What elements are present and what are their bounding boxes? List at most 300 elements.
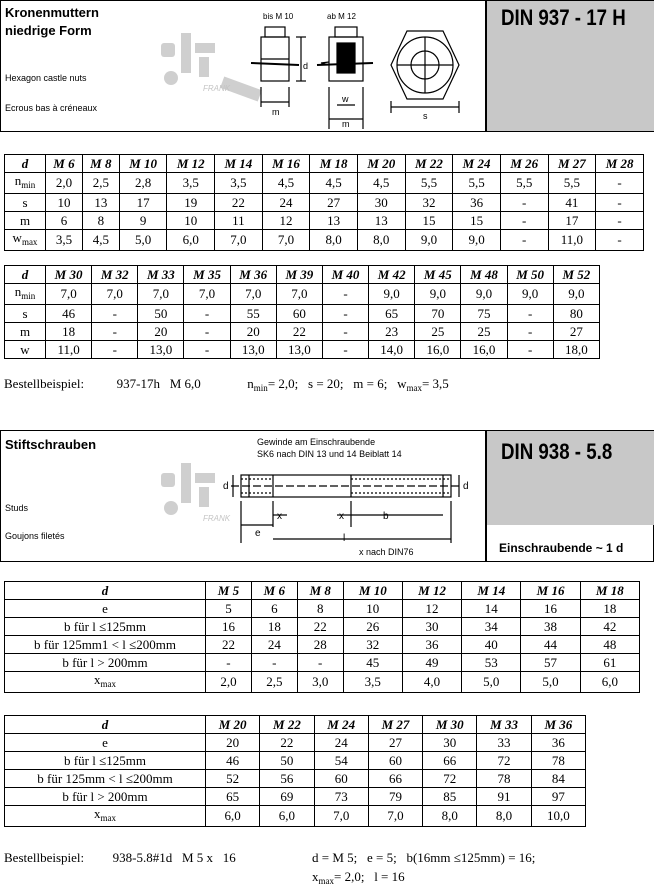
table-cell: 14 (462, 600, 521, 618)
table-cell: 2,8 (119, 173, 167, 194)
table-cell: 46 (206, 752, 260, 770)
table-row (5, 770, 586, 788)
table-cell: 18 (580, 600, 639, 618)
order-label-2: Bestellbeispiel: (4, 850, 85, 865)
title-castle-nuts-1: Kronenmuttern (5, 5, 99, 20)
table-row (5, 752, 586, 770)
stud-label-d2: d (463, 481, 469, 492)
table-cell: 49 (402, 654, 461, 672)
table-cell: 52 (206, 770, 260, 788)
order-n-val: = 2,0; s = 20; m = 6; w (267, 376, 407, 391)
table-cell: - (206, 654, 252, 672)
row-label: x (94, 806, 101, 821)
table-cell: 7,0 (92, 284, 138, 305)
table-cell: 22 (297, 618, 343, 636)
table-cell: 20 (138, 323, 184, 341)
table-cell: - (507, 305, 553, 323)
table-cell: 79 (368, 788, 422, 806)
table-cell: 27 (368, 734, 422, 752)
table-cell: 10,0 (531, 806, 585, 827)
table-cell: 13,0 (138, 341, 184, 359)
row-label: m (19, 212, 31, 228)
table-row (5, 194, 644, 212)
table-cell: 9,0 (507, 284, 553, 305)
table-cell: 80 (553, 305, 599, 323)
table-cell: 4,0 (402, 672, 461, 693)
stud-table-1 (4, 581, 640, 693)
table-cell: 15 (453, 212, 501, 230)
row-label-cell (5, 752, 206, 770)
table-cell: 3,5 (46, 230, 83, 251)
table-cell: - (596, 230, 644, 251)
table-cell: 5,0 (521, 672, 580, 693)
table-cell: 25 (461, 323, 507, 341)
table-cell: 6,0 (167, 230, 215, 251)
table-cell: 11,0 (46, 341, 92, 359)
table-cell: 41 (548, 194, 596, 212)
table-cell: 42 (580, 618, 639, 636)
table-cell: 17 (119, 194, 167, 212)
din-938-divider (485, 431, 487, 561)
table-cell: 30 (423, 734, 477, 752)
header-size-cell: M 20 (206, 716, 260, 734)
table-row (5, 788, 586, 806)
table-cell: 9,0 (553, 284, 599, 305)
table-row (5, 305, 600, 323)
table-cell: 34 (462, 618, 521, 636)
row-label: w (20, 341, 30, 357)
table-cell: 13 (82, 194, 119, 212)
order-label-1: Bestellbeispiel: (4, 376, 85, 391)
header-d-cell: d (5, 716, 206, 734)
stud-label-x2: x (339, 511, 344, 522)
table-cell: 20 (230, 323, 276, 341)
row-label-cell (5, 305, 46, 323)
table-cell: 9,0 (415, 284, 461, 305)
subtitle-french-2: Goujons filetés (5, 531, 65, 541)
din-box-2 (485, 431, 654, 525)
table-cell: 13,0 (230, 341, 276, 359)
table-cell: 48 (580, 636, 639, 654)
header-size-cell: M 36 (230, 266, 276, 284)
table-cell: 33 (477, 734, 531, 752)
row-label: e (102, 600, 108, 616)
table-cell: 2,0 (46, 173, 83, 194)
header-size-cell: M 20 (357, 155, 405, 173)
table-cell: 38 (521, 618, 580, 636)
castle-nut-table-2 (4, 265, 600, 359)
header-size-cell: M 22 (405, 155, 453, 173)
table-cell: 4,5 (262, 173, 310, 194)
table-cell: 20 (206, 734, 260, 752)
table-cell: 50 (138, 305, 184, 323)
row-label-cell (5, 770, 206, 788)
order-x: x (312, 869, 319, 884)
table-cell: 11 (215, 212, 263, 230)
table-cell: - (92, 341, 138, 359)
header-size-cell: M 12 (167, 155, 215, 173)
header-size-cell: M 50 (507, 266, 553, 284)
table-cell: 12 (262, 212, 310, 230)
watermark-text-2: FRANK (203, 514, 231, 523)
table-cell: - (596, 194, 644, 212)
castle-nut-table-1 (4, 154, 644, 251)
row-label: n (14, 284, 22, 299)
table-cell: 9 (119, 212, 167, 230)
table-cell: 28 (297, 636, 343, 654)
table-cell: 7,0 (230, 284, 276, 305)
order-w-sub: max (406, 383, 422, 393)
order-x-sub: max (318, 876, 334, 886)
table-header-row (5, 266, 600, 284)
header-size-cell: M 52 (553, 266, 599, 284)
row-label-sub: max (100, 813, 116, 823)
row-label-cell (5, 230, 46, 251)
table-cell: 3,0 (297, 672, 343, 693)
header-size-cell: M 18 (580, 582, 639, 600)
table-cell: 18 (251, 618, 297, 636)
row-label: s (22, 194, 28, 210)
table-cell: - (507, 341, 553, 359)
header-size-cell: M 8 (82, 155, 119, 173)
table-cell: 73 (314, 788, 368, 806)
subtitle-english: Hexagon castle nuts (5, 73, 87, 83)
row-label-cell (5, 806, 206, 827)
table-cell: 65 (369, 305, 415, 323)
header-d-cell: d (5, 155, 46, 173)
table-cell: 17 (548, 212, 596, 230)
table-cell: 23 (369, 323, 415, 341)
header-size-cell: M 39 (276, 266, 322, 284)
table-cell: 7,0 (215, 230, 263, 251)
row-label-cell (5, 788, 206, 806)
header-size-cell: M 33 (477, 716, 531, 734)
table-cell: 9,0 (461, 284, 507, 305)
table-cell: 70 (415, 305, 461, 323)
table-cell: 5,0 (119, 230, 167, 251)
header-size-cell: M 16 (521, 582, 580, 600)
label-m-small: m (272, 107, 280, 117)
subtitle-english-2: Studs (5, 503, 29, 513)
din-938-label: DIN 938 - 5.8 (501, 439, 613, 464)
table-cell: 22 (276, 323, 322, 341)
order-w-val: = 3,5 (421, 376, 449, 391)
table-cell: 8,0 (357, 230, 405, 251)
header-size-cell: M 33 (138, 266, 184, 284)
table-cell: 16,0 (415, 341, 461, 359)
table-cell: 22 (260, 734, 314, 752)
table-cell: 9,0 (369, 284, 415, 305)
table-cell: 55 (230, 305, 276, 323)
table-cell: - (500, 194, 548, 212)
row-label: n (14, 173, 22, 188)
stud-label-l: l (343, 533, 346, 544)
header-size-cell: M 24 (314, 716, 368, 734)
order-line1-rest: d = M 5; e = 5; b(16mm ≤125mm) = 16; (312, 850, 536, 865)
table-cell: 45 (343, 654, 402, 672)
castle-nut-drawing (241, 7, 471, 129)
table-cell: 16,0 (461, 341, 507, 359)
table-cell: 36 (531, 734, 585, 752)
row-label: b für l ≤125mm (64, 752, 146, 768)
row-label-cell (5, 194, 46, 212)
header-box-2 (0, 430, 654, 562)
table-cell: 5,5 (453, 173, 501, 194)
table-cell: 3,5 (215, 173, 263, 194)
header-size-cell: M 27 (548, 155, 596, 173)
table-cell: - (500, 230, 548, 251)
header-size-cell: M 8 (297, 582, 343, 600)
row-label: s (22, 305, 28, 321)
row-label: b für 125mm1 < l ≤200mm (34, 636, 176, 652)
table-cell: 7,0 (314, 806, 368, 827)
table-cell: 19 (167, 194, 215, 212)
table-cell: 5,5 (548, 173, 596, 194)
table-cell: 60 (368, 752, 422, 770)
table-cell: - (184, 341, 230, 359)
table-cell: 36 (402, 636, 461, 654)
header-size-cell: M 30 (423, 716, 477, 734)
table-cell: 32 (405, 194, 453, 212)
table-cell: 24 (314, 734, 368, 752)
table-header-row (5, 155, 644, 173)
table-cell: 53 (462, 654, 521, 672)
table-cell: 2,0 (206, 672, 252, 693)
table-cell: 7,0 (184, 284, 230, 305)
header-size-cell: M 18 (310, 155, 358, 173)
table-cell: 69 (260, 788, 314, 806)
header-d-cell: d (5, 266, 46, 284)
table-cell: 6,0 (580, 672, 639, 693)
table-cell: 66 (423, 752, 477, 770)
row-label-cell (5, 654, 206, 672)
header-size-cell: M 45 (415, 266, 461, 284)
table-cell: 61 (580, 654, 639, 672)
drawing-line-1: Gewinde am Einschraubende (257, 437, 376, 447)
table-cell: 16 (206, 618, 252, 636)
header-size-cell: M 42 (369, 266, 415, 284)
table-cell: 66 (368, 770, 422, 788)
header-size-cell: M 36 (531, 716, 585, 734)
row-label: b für 125mm < l ≤200mm (37, 770, 173, 786)
header-size-cell: M 40 (322, 266, 368, 284)
title-castle-nuts-2: niedrige Form (5, 23, 92, 38)
table-row (5, 212, 644, 230)
din-937-label: DIN 937 - 17 H (501, 5, 626, 30)
table-cell: 9,0 (453, 230, 501, 251)
table-cell: - (596, 212, 644, 230)
label-w: w (342, 94, 349, 104)
header-size-cell: M 16 (262, 155, 310, 173)
table-row (5, 230, 644, 251)
row-label: b für l > 200mm (62, 654, 148, 670)
table-cell: 25 (415, 323, 461, 341)
row-label-cell (5, 636, 206, 654)
table-cell: 26 (343, 618, 402, 636)
stud-drawing (211, 431, 481, 559)
table-cell: 78 (477, 770, 531, 788)
stud-table-2 (4, 715, 586, 827)
stud-label-e: e (255, 528, 261, 539)
table-cell: 9,0 (405, 230, 453, 251)
table-cell: - (184, 323, 230, 341)
din-938-sub: Einschraubende ~ 1 d (499, 541, 624, 555)
table-cell: 11,0 (548, 230, 596, 251)
row-label-cell (5, 618, 206, 636)
table-cell: 5,5 (500, 173, 548, 194)
table-row (5, 672, 640, 693)
table-cell: 4,5 (310, 173, 358, 194)
table-cell: - (92, 305, 138, 323)
header-size-cell: M 10 (119, 155, 167, 173)
order-line2-rest: = 2,0; l = 16 (334, 869, 405, 884)
table-cell: 5,5 (405, 173, 453, 194)
table-cell: 8 (297, 600, 343, 618)
table-cell: 7,0 (46, 284, 92, 305)
table-cell: 18,0 (553, 341, 599, 359)
table-cell: 8 (82, 212, 119, 230)
table-row (5, 636, 640, 654)
table-cell: 56 (260, 770, 314, 788)
table-cell: 7,0 (262, 230, 310, 251)
din-box-1 (485, 1, 654, 131)
row-label-cell (5, 212, 46, 230)
row-label-sub: min (21, 180, 36, 190)
table-cell: - (251, 654, 297, 672)
row-label: m (19, 323, 31, 339)
stud-label-d1: d (223, 481, 229, 492)
order-example-1 (4, 376, 449, 393)
row-label-cell (5, 341, 46, 359)
table-cell: 75 (461, 305, 507, 323)
stud-label-x1: x (277, 511, 282, 522)
table-cell: 15 (405, 212, 453, 230)
header-size-cell: M 48 (461, 266, 507, 284)
table-cell: 85 (423, 788, 477, 806)
table-cell: - (322, 284, 368, 305)
header-size-cell: M 14 (215, 155, 263, 173)
table-cell: - (322, 323, 368, 341)
table-cell: 57 (521, 654, 580, 672)
table-cell: 22 (206, 636, 252, 654)
label-bis-m10: bis M 10 (263, 12, 294, 21)
table-cell: 4,5 (357, 173, 405, 194)
table-row (5, 734, 586, 752)
header-size-cell: M 30 (46, 266, 92, 284)
header-size-cell: M 10 (343, 582, 402, 600)
label-m-large: m (342, 119, 350, 129)
table-cell: - (500, 212, 548, 230)
header-size-cell: M 35 (184, 266, 230, 284)
table-cell: 5,0 (462, 672, 521, 693)
table-cell: - (92, 323, 138, 341)
table-cell: 4,5 (82, 230, 119, 251)
table-cell: 24 (251, 636, 297, 654)
table-cell: 7,0 (276, 284, 322, 305)
table-cell: - (184, 305, 230, 323)
table-cell: 10 (343, 600, 402, 618)
table-cell: 6,0 (206, 806, 260, 827)
table-row (5, 323, 600, 341)
table-cell: 5 (206, 600, 252, 618)
header-size-cell: M 12 (402, 582, 461, 600)
table-cell: 54 (314, 752, 368, 770)
table-cell: 46 (46, 305, 92, 323)
table-cell: 60 (314, 770, 368, 788)
row-label: w (12, 230, 22, 245)
header-size-cell: M 28 (596, 155, 644, 173)
table-cell: 65 (206, 788, 260, 806)
table-row (5, 654, 640, 672)
table-cell: 22 (215, 194, 263, 212)
table-cell: 18 (46, 323, 92, 341)
table-cell: 10 (46, 194, 83, 212)
table-cell: - (322, 305, 368, 323)
table-cell: 13,0 (276, 341, 322, 359)
table-cell: 10 (167, 212, 215, 230)
table-row (5, 173, 644, 194)
table-cell: 6 (46, 212, 83, 230)
table-cell: 72 (423, 770, 477, 788)
table-cell: 27 (310, 194, 358, 212)
header-size-cell: M 14 (462, 582, 521, 600)
table-cell: 14,0 (369, 341, 415, 359)
label-s: s (423, 111, 428, 121)
order-example-2 (4, 850, 236, 866)
order-line2 (312, 869, 405, 886)
table-cell: 30 (357, 194, 405, 212)
order-n: n (247, 376, 254, 391)
watermark-text: FRANK (203, 84, 231, 93)
table-cell: 50 (260, 752, 314, 770)
table-cell: 97 (531, 788, 585, 806)
header-size-cell: M 5 (206, 582, 252, 600)
table-cell: - (297, 654, 343, 672)
subtitle-french: Ecrous bas à créneaux (5, 103, 98, 113)
row-label-cell (5, 284, 46, 305)
title-studs: Stiftschrauben (5, 437, 97, 452)
table-cell: 30 (402, 618, 461, 636)
table-cell: 7,0 (138, 284, 184, 305)
table-cell: 16 (521, 600, 580, 618)
header-size-cell: M 32 (92, 266, 138, 284)
header-size-cell: M 6 (46, 155, 83, 173)
table-cell: 78 (531, 752, 585, 770)
row-label: b für l ≤125mm (64, 618, 146, 634)
table-cell: 8,0 (310, 230, 358, 251)
table-cell: 8,0 (477, 806, 531, 827)
table-cell: 2,5 (82, 173, 119, 194)
table-cell: 8,0 (423, 806, 477, 827)
table-cell: 7,0 (368, 806, 422, 827)
header-size-cell: M 26 (500, 155, 548, 173)
table-cell: 13 (310, 212, 358, 230)
order-code-1: 937-17h M 6,0 (116, 376, 201, 391)
table-cell: 27 (553, 323, 599, 341)
table-cell: 72 (477, 752, 531, 770)
row-label-cell (5, 734, 206, 752)
table-header-row (5, 716, 586, 734)
header-size-cell: M 24 (453, 155, 501, 173)
table-cell: 44 (521, 636, 580, 654)
stud-note: x nach DIN76 (359, 547, 414, 557)
stud-label-b: b (383, 511, 389, 522)
table-row (5, 341, 600, 359)
drawing-line-2: SK6 nach DIN 13 und 14 Beiblatt 14 (257, 449, 402, 459)
table-cell: 60 (276, 305, 322, 323)
row-label-cell (5, 600, 206, 618)
row-label-cell (5, 173, 46, 194)
